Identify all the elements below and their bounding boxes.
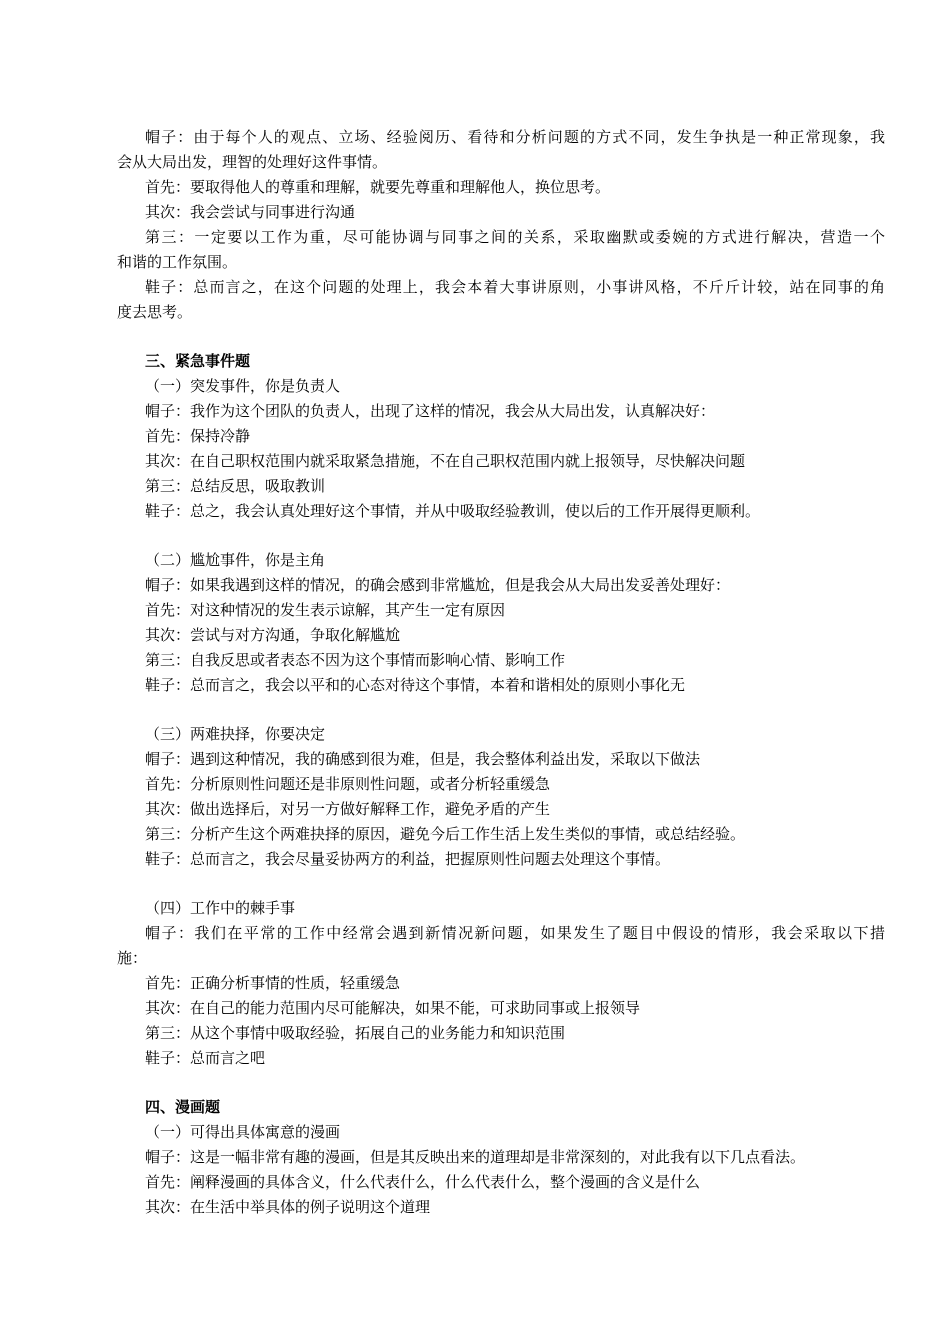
- paragraph-line: 鞋子：总之，我会认真处理好这个事情，并从中吸取经验教训，使以后的工作开展得更顺利。: [145, 502, 761, 520]
- paragraph-line: 会从大局出发，理智的处理好这件事情。: [117, 153, 388, 171]
- subsection-title: （二）尴尬事件，你是主角: [145, 551, 326, 569]
- paragraph-line: 首先：对这种情况的发生表示谅解，其产生一定有原因: [145, 601, 506, 619]
- section-heading: 三、紧急事件题: [145, 352, 251, 370]
- paragraph-line: 其次：在自己的能力范围内尽可能解决，如果不能，可求助同事或上报领导: [145, 999, 641, 1017]
- paragraph-line: 帽子：由于每个人的观点、立场、经验阅历、看待和分析问题的方式不同，发生争执是一种正常现象，我: [145, 128, 885, 146]
- paragraph-line: 第三：分析产生这个两难抉择的原因，避免今后工作生活上发生类似的事情，或总结经验。: [145, 825, 746, 843]
- paragraph-line: 首先：阐释漫画的具体含义，什么代表什么，什么代表什么，整个漫画的含义是什么: [145, 1173, 701, 1191]
- paragraph-line: 帽子：遇到这种情况，我的确感到很为难，但是，我会整体利益出发，采取以下做法: [145, 750, 701, 768]
- paragraph-line: 鞋子：总而言之，我会尽量妥协两方的利益，把握原则性问题去处理这个事情。: [145, 850, 671, 868]
- subsection-title: （一）可得出具体寓意的漫画: [145, 1123, 341, 1141]
- paragraph-line: 和谐的工作氛围。: [117, 253, 238, 271]
- paragraph-line: 度去思考。: [117, 303, 193, 321]
- paragraph-line: 首先：正确分析事情的性质，轻重缓急: [145, 974, 401, 992]
- paragraph-line: 第三：从这个事情中吸取经验，拓展自己的业务能力和知识范围: [145, 1024, 566, 1042]
- paragraph-line: 施：: [117, 949, 148, 967]
- paragraph-line: 帽子：这是一幅非常有趣的漫画，但是其反映出来的道理却是非常深刻的，对此我有以下几点看法。: [145, 1148, 806, 1166]
- paragraph-line: 其次：在生活中举具体的例子说明这个道理: [145, 1198, 431, 1216]
- paragraph-line: 首先：要取得他人的尊重和理解，就要先尊重和理解他人，换位思考。: [145, 178, 611, 196]
- paragraph-line: 帽子：我们在平常的工作中经常会遇到新情况新问题，如果发生了题目中假设的情形，我会采取以下措: [145, 924, 885, 942]
- paragraph-line: 鞋子：总而言之吧: [145, 1049, 266, 1067]
- section-heading: 四、漫画题: [145, 1098, 221, 1116]
- paragraph-line: 首先：分析原则性问题还是非原则性问题，或者分析轻重缓急: [145, 775, 551, 793]
- paragraph-line: 第三：总结反思，吸取教训: [145, 477, 326, 495]
- subsection-title: （一）突发事件，你是负责人: [145, 377, 341, 395]
- paragraph-line: 帽子：我作为这个团队的负责人，出现了这样的情况，我会从大局出发，认真解决好：: [145, 402, 716, 420]
- paragraph-line: 帽子：如果我遇到这样的情况，的确会感到非常尴尬，但是我会从大局出发妥善处理好：: [145, 576, 731, 594]
- paragraph-line: 其次：我会尝试与同事进行沟通: [145, 203, 356, 221]
- paragraph-line: 鞋子：总而言之，在这个问题的处理上，我会本着大事讲原则，小事讲风格，不斤斤计较，站在同事的角: [145, 278, 885, 296]
- paragraph-line: 其次：做出选择后，对另一方做好解释工作，避免矛盾的产生: [145, 800, 551, 818]
- subsection-title: （三）两难抉择，你要决定: [145, 725, 326, 743]
- paragraph-line: 第三：一定要以工作为重，尽可能协调与同事之间的关系，采取幽默或委婉的方式进行解决，营造一个: [145, 228, 885, 246]
- paragraph-line: 鞋子：总而言之，我会以平和的心态对待这个事情，本着和谐相处的原则小事化无: [145, 676, 686, 694]
- paragraph-line: 其次：在自己职权范围内就采取紧急措施，不在自己职权范围内就上报领导，尽快解决问题: [145, 452, 746, 470]
- subsection-title: （四）工作中的棘手事: [145, 899, 296, 917]
- paragraph-line: 其次：尝试与对方沟通，争取化解尴尬: [145, 626, 401, 644]
- paragraph-line: 首先：保持冷静: [145, 427, 251, 445]
- paragraph-line: 第三：自我反思或者表态不因为这个事情而影响心情、影响工作: [145, 651, 566, 669]
